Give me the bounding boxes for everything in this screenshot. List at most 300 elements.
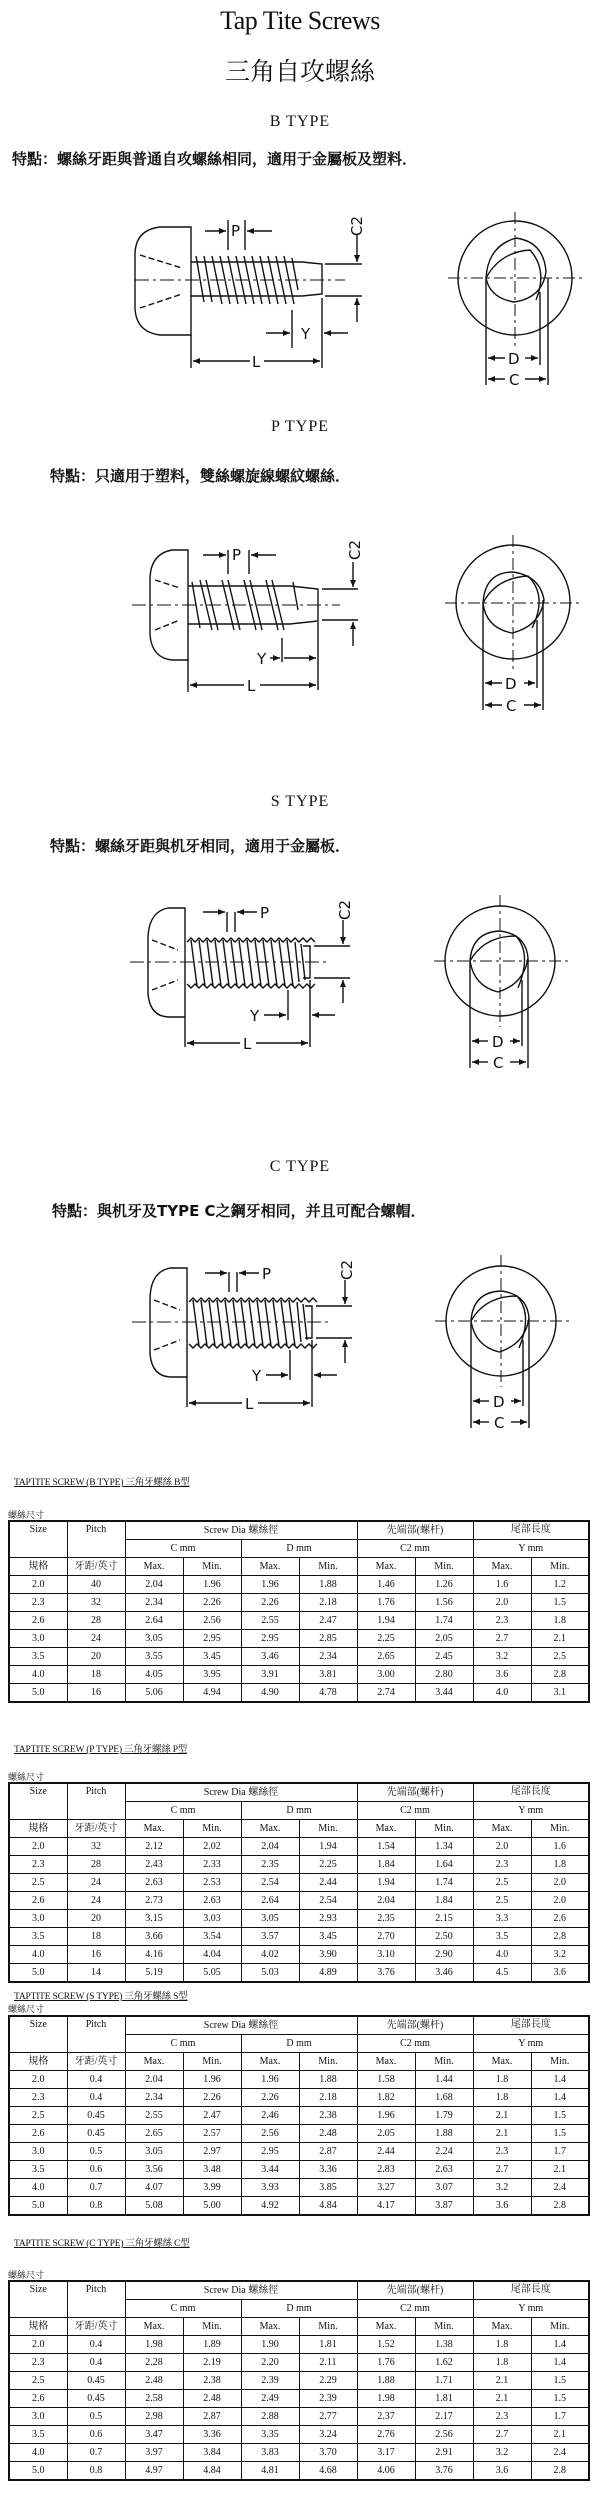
table-cell: 2.35 bbox=[357, 1910, 415, 1928]
table-cell: 5.0 bbox=[9, 1964, 67, 1983]
table-cell: 1.76 bbox=[357, 1594, 415, 1612]
header-screw-dia: Screw Dia 螺絲徑 bbox=[125, 2016, 357, 2035]
table-cell: 2.43 bbox=[125, 1856, 183, 1874]
table-cell: 1.74 bbox=[415, 1874, 473, 1892]
table-row bbox=[9, 2197, 589, 2216]
table-cell: 2.1 bbox=[473, 2372, 531, 2390]
table-cell: 2.87 bbox=[299, 2143, 357, 2161]
table-cell: 3.93 bbox=[241, 2179, 299, 2197]
table-cell: 4.81 bbox=[241, 2462, 299, 2481]
table-cell: 2.18 bbox=[299, 1594, 357, 1612]
table-row bbox=[9, 2071, 589, 2089]
table-cell: 1.81 bbox=[299, 2336, 357, 2354]
table-cell: 2.34 bbox=[299, 1648, 357, 1666]
table-label-b-type: 螺絲尺寸 bbox=[8, 1511, 45, 1521]
table-cell: 1.54 bbox=[357, 1838, 415, 1856]
header-max: Max. bbox=[473, 1820, 531, 1838]
table-cell: 3.1 bbox=[531, 1684, 589, 1703]
table-cell: 2.63 bbox=[415, 2161, 473, 2179]
header-size: Size bbox=[9, 2281, 67, 2318]
table-cell: 2.5 bbox=[531, 1648, 589, 1666]
table-cell: 3.83 bbox=[241, 2444, 299, 2462]
table-cell: 2.04 bbox=[241, 1838, 299, 1856]
table-cell: 2.12 bbox=[125, 1838, 183, 1856]
table-cell: 2.5 bbox=[9, 1874, 67, 1892]
table-cell: 0.4 bbox=[67, 2071, 125, 2089]
table-cell: 2.97 bbox=[183, 2143, 241, 2161]
table-cell: 1.96 bbox=[241, 2071, 299, 2089]
dim-label-c: C bbox=[506, 697, 517, 715]
table-cell: 4.04 bbox=[183, 1946, 241, 1964]
header-size-zh: 規格 bbox=[9, 1558, 67, 1576]
table-cell: 2.7 bbox=[473, 1630, 531, 1648]
table-row bbox=[9, 2462, 589, 2481]
table-cell: 0.45 bbox=[67, 2107, 125, 2125]
table-row bbox=[9, 1856, 589, 1874]
table-cell: 0.6 bbox=[67, 2161, 125, 2179]
table-row bbox=[9, 2107, 589, 2125]
table-cell: 2.48 bbox=[125, 2372, 183, 2390]
table-cell: 1.56 bbox=[415, 1594, 473, 1612]
table-row bbox=[9, 2372, 589, 2390]
table-cell: 1.8 bbox=[531, 1612, 589, 1630]
table-cell: 2.26 bbox=[241, 2089, 299, 2107]
table-cell: 1.79 bbox=[415, 2107, 473, 2125]
table-cell: 2.1 bbox=[531, 1630, 589, 1648]
table-cell: 4.06 bbox=[357, 2462, 415, 2481]
header-max: Max. bbox=[241, 2318, 299, 2336]
table-cell: 2.5 bbox=[9, 2372, 67, 2390]
table-cell: 1.84 bbox=[415, 1892, 473, 1910]
dim-label-d: D bbox=[492, 1033, 504, 1051]
table-cell: 2.49 bbox=[241, 2390, 299, 2408]
table-cell: 3.0 bbox=[9, 2143, 67, 2161]
table-row bbox=[9, 1594, 589, 1612]
table-cell: 3.3 bbox=[473, 1910, 531, 1928]
table-cell: 2.64 bbox=[241, 1892, 299, 1910]
table-cell: 2.76 bbox=[357, 2426, 415, 2444]
table-cell: 4.05 bbox=[125, 1666, 183, 1684]
table-cell: 2.37 bbox=[357, 2408, 415, 2426]
table-cell: 2.0 bbox=[9, 1838, 67, 1856]
table-cell: 1.88 bbox=[415, 2125, 473, 2143]
header-row-1 bbox=[9, 1521, 589, 1540]
table-cell: 4.17 bbox=[357, 2197, 415, 2216]
table-cell: 1.84 bbox=[357, 1856, 415, 1874]
table-cell: 2.0 bbox=[531, 1874, 589, 1892]
header-d-mm: D mm bbox=[241, 1802, 357, 1820]
table-cell: 2.3 bbox=[473, 1612, 531, 1630]
header-tail: 尾部長度 bbox=[473, 1783, 589, 1802]
header-screw-dia: Screw Dia 螺絲徑 bbox=[125, 1521, 357, 1540]
table-cell: 0.45 bbox=[67, 2372, 125, 2390]
table-cell: 3.76 bbox=[357, 1964, 415, 1983]
table-cell: 2.80 bbox=[415, 1666, 473, 1684]
table-cell: 3.76 bbox=[415, 2462, 473, 2481]
table-cell: 3.2 bbox=[531, 1946, 589, 1964]
table-cell: 2.04 bbox=[357, 1892, 415, 1910]
table-cell: 5.19 bbox=[125, 1964, 183, 1983]
table-cell: 2.25 bbox=[357, 1630, 415, 1648]
table-cell: 1.89 bbox=[183, 2336, 241, 2354]
table-cell: 2.93 bbox=[299, 1910, 357, 1928]
header-min: Min. bbox=[299, 1820, 357, 1838]
table-label-p-type: 螺絲尺寸 bbox=[8, 1773, 45, 1783]
table-cell: 3.56 bbox=[125, 2161, 183, 2179]
table-row bbox=[9, 1874, 589, 1892]
table-cell: 2.4 bbox=[531, 2179, 589, 2197]
header-min: Min. bbox=[415, 2053, 473, 2071]
table-cell: 2.04 bbox=[125, 1576, 183, 1594]
table-label-c-type: 螺絲尺寸 bbox=[8, 2271, 45, 2281]
table-cell: 1.5 bbox=[531, 2372, 589, 2390]
page-subtitle-zh: 三角自攻螺絲 bbox=[224, 57, 375, 86]
table-cell: 2.54 bbox=[241, 1874, 299, 1892]
table-cell: 3.6 bbox=[473, 2462, 531, 2481]
header-min: Min. bbox=[531, 1558, 589, 1576]
table-row bbox=[9, 2390, 589, 2408]
spec-table-p-type bbox=[8, 1782, 590, 1983]
table-cell: 3.99 bbox=[183, 2179, 241, 2197]
header-tip: 先端部(螺杆) bbox=[357, 1783, 473, 1802]
table-cell: 2.47 bbox=[183, 2107, 241, 2125]
table-cell: 2.87 bbox=[183, 2408, 241, 2426]
header-max: Max. bbox=[241, 1820, 299, 1838]
table-cell: 4.78 bbox=[299, 1684, 357, 1703]
table-cell: 2.35 bbox=[241, 1856, 299, 1874]
table-cell: 1.8 bbox=[473, 2354, 531, 2372]
table-cell: 2.6 bbox=[9, 1892, 67, 1910]
table-cell: 1.96 bbox=[183, 2071, 241, 2089]
header-row-1 bbox=[9, 1783, 589, 1802]
table-cell: 2.70 bbox=[357, 1928, 415, 1946]
header-pitch: Pitch bbox=[67, 1783, 125, 1820]
table-cell: 0.7 bbox=[67, 2444, 125, 2462]
page-title: Tap Tite Screws bbox=[220, 6, 380, 35]
header-size: Size bbox=[9, 1521, 67, 1558]
table-cell: 3.10 bbox=[357, 1946, 415, 1964]
table-cell: 2.8 bbox=[531, 1666, 589, 1684]
table-cell: 2.98 bbox=[125, 2408, 183, 2426]
table-cell: 1.96 bbox=[183, 1576, 241, 1594]
table-cell: 2.0 bbox=[473, 1594, 531, 1612]
table-cell: 2.7 bbox=[473, 2161, 531, 2179]
table-cell: 1.5 bbox=[531, 2390, 589, 2408]
dim-label-c: C bbox=[494, 1414, 505, 1432]
table-cell: 1.6 bbox=[473, 1576, 531, 1594]
section-heading-c-type: C TYPE bbox=[269, 1158, 331, 1175]
header-max: Max. bbox=[473, 2318, 531, 2336]
dim-label-y: Y bbox=[257, 650, 267, 668]
dim-label-p: P bbox=[231, 222, 241, 240]
table-cell: 2.56 bbox=[241, 2125, 299, 2143]
table-cell: 3.17 bbox=[357, 2444, 415, 2462]
table-cell: 2.6 bbox=[531, 1910, 589, 1928]
table-cell: 2.26 bbox=[183, 1594, 241, 1612]
table-cell: 1.52 bbox=[357, 2336, 415, 2354]
table-cell: 0.5 bbox=[67, 2408, 125, 2426]
table-row bbox=[9, 1576, 589, 1594]
table-cell: 2.11 bbox=[299, 2354, 357, 2372]
table-cell: 2.95 bbox=[241, 1630, 299, 1648]
table-cell: 14 bbox=[67, 1964, 125, 1983]
table-cell: 2.95 bbox=[241, 2143, 299, 2161]
table-cell: 4.0 bbox=[9, 1666, 67, 1684]
table-cell: 5.0 bbox=[9, 1684, 67, 1703]
table-cell: 2.24 bbox=[415, 2143, 473, 2161]
table-row bbox=[9, 2336, 589, 2354]
table-cell: 3.6 bbox=[531, 1964, 589, 1983]
table-cell: 2.45 bbox=[415, 1648, 473, 1666]
table-cell: 2.02 bbox=[183, 1838, 241, 1856]
header-size: Size bbox=[9, 2016, 67, 2053]
table-cell: 2.05 bbox=[357, 2125, 415, 2143]
header-max: Max. bbox=[357, 2053, 415, 2071]
table-cell: 18 bbox=[67, 1928, 125, 1946]
header-min: Min. bbox=[183, 1558, 241, 1576]
table-cell: 2.73 bbox=[125, 1892, 183, 1910]
table-cell: 3.55 bbox=[125, 1648, 183, 1666]
header-max: Max. bbox=[125, 1558, 183, 1576]
table-cell: 2.47 bbox=[299, 1612, 357, 1630]
table-cell: 2.1 bbox=[473, 2125, 531, 2143]
table-cell: 20 bbox=[67, 1910, 125, 1928]
table-cell: 2.20 bbox=[241, 2354, 299, 2372]
table-cell: 4.84 bbox=[183, 2462, 241, 2481]
table-cell: 1.82 bbox=[357, 2089, 415, 2107]
table-cell: 4.07 bbox=[125, 2179, 183, 2197]
header-y-mm: Y mm bbox=[473, 1802, 589, 1820]
table-cell: 1.98 bbox=[125, 2336, 183, 2354]
table-cell: 0.4 bbox=[67, 2354, 125, 2372]
header-row-3 bbox=[9, 2318, 589, 2336]
table-cell: 1.71 bbox=[415, 2372, 473, 2390]
table-cell: 2.4 bbox=[531, 2444, 589, 2462]
table-cell: 1.2 bbox=[531, 1576, 589, 1594]
header-row-1 bbox=[9, 2016, 589, 2035]
table-cell: 3.87 bbox=[415, 2197, 473, 2216]
dim-label-c2: C2 bbox=[338, 1259, 356, 1280]
table-cell: 1.58 bbox=[357, 2071, 415, 2089]
header-max: Max. bbox=[473, 2053, 531, 2071]
table-cell: 3.35 bbox=[241, 2426, 299, 2444]
table-cell: 1.26 bbox=[415, 1576, 473, 1594]
header-size-zh: 規格 bbox=[9, 1820, 67, 1838]
section-heading-p-type: P TYPE bbox=[270, 418, 329, 435]
table-cell: 3.27 bbox=[357, 2179, 415, 2197]
table-cell: 5.00 bbox=[183, 2197, 241, 2216]
table-cell: 1.94 bbox=[357, 1874, 415, 1892]
table-cell: 24 bbox=[67, 1630, 125, 1648]
header-max: Max. bbox=[125, 2318, 183, 2336]
table-cell: 0.5 bbox=[67, 2143, 125, 2161]
table-cell: 2.5 bbox=[473, 1892, 531, 1910]
table-cell: 2.29 bbox=[299, 2372, 357, 2390]
table-caption-s-type: TAPTITE SCREW (S TYPE) 三角牙螺絲 S型 bbox=[14, 1992, 188, 2002]
table-cell: 2.65 bbox=[357, 1648, 415, 1666]
header-row-3 bbox=[9, 1820, 589, 1838]
table-cell: 1.7 bbox=[531, 2408, 589, 2426]
dim-label-d: D bbox=[508, 350, 520, 368]
table-cell: 2.54 bbox=[299, 1892, 357, 1910]
feature-text-s-type: 特點：螺絲牙距與机牙相同，適用于金屬板． bbox=[50, 837, 351, 855]
header-min: Min. bbox=[531, 2053, 589, 2071]
header-size-zh: 規格 bbox=[9, 2318, 67, 2336]
header-pitch: Pitch bbox=[67, 2281, 125, 2318]
table-cell: 16 bbox=[67, 1946, 125, 1964]
table-cell: 1.46 bbox=[357, 1576, 415, 1594]
table-cell: 3.0 bbox=[9, 1630, 67, 1648]
table-cell: 2.04 bbox=[125, 2071, 183, 2089]
dim-label-c: C bbox=[493, 1054, 504, 1072]
header-min: Min. bbox=[183, 2318, 241, 2336]
table-cell: 0.7 bbox=[67, 2179, 125, 2197]
table-cell: 1.44 bbox=[415, 2071, 473, 2089]
table-cell: 2.17 bbox=[415, 2408, 473, 2426]
table-cell: 28 bbox=[67, 1856, 125, 1874]
header-y-mm: Y mm bbox=[473, 1540, 589, 1558]
table-cell: 4.92 bbox=[241, 2197, 299, 2216]
header-max: Max. bbox=[241, 2053, 299, 2071]
header-min: Min. bbox=[183, 1820, 241, 1838]
table-cell: 2.26 bbox=[241, 1594, 299, 1612]
header-min: Min. bbox=[299, 2318, 357, 2336]
table-cell: 3.03 bbox=[183, 1910, 241, 1928]
table-cell: 1.5 bbox=[531, 1594, 589, 1612]
table-cell: 2.88 bbox=[241, 2408, 299, 2426]
dim-label-d: D bbox=[505, 675, 517, 693]
table-cell: 2.8 bbox=[531, 1928, 589, 1946]
header-screw-dia: Screw Dia 螺絲徑 bbox=[125, 1783, 357, 1802]
header-min: Min. bbox=[415, 1820, 473, 1838]
table-cell: 2.55 bbox=[241, 1612, 299, 1630]
table-cell: 3.81 bbox=[299, 1666, 357, 1684]
feature-text-p-type: 特點：只適用于塑料，雙絲螺旋線螺紋螺絲． bbox=[50, 467, 351, 485]
dim-label-p: P bbox=[262, 1265, 272, 1283]
header-pitch-zh: 牙距/英寸 bbox=[67, 2053, 125, 2071]
header-pitch: Pitch bbox=[67, 1521, 125, 1558]
dim-label-c2: C2 bbox=[346, 539, 364, 560]
table-cell: 3.48 bbox=[183, 2161, 241, 2179]
table-cell: 4.0 bbox=[9, 1946, 67, 1964]
header-c-mm: C mm bbox=[125, 2035, 241, 2053]
header-max: Max. bbox=[125, 2053, 183, 2071]
table-cell: 2.90 bbox=[415, 1946, 473, 1964]
table-cell: 0.8 bbox=[67, 2462, 125, 2481]
table-cell: 28 bbox=[67, 1612, 125, 1630]
table-cell: 2.26 bbox=[183, 2089, 241, 2107]
table-cell: 4.94 bbox=[183, 1684, 241, 1703]
table-cell: 2.28 bbox=[125, 2354, 183, 2372]
table-cell: 4.02 bbox=[241, 1946, 299, 1964]
table-cell: 2.0 bbox=[9, 2071, 67, 2089]
table-cell: 2.39 bbox=[299, 2390, 357, 2408]
table-cell: 1.90 bbox=[241, 2336, 299, 2354]
table-cell: 1.8 bbox=[531, 1856, 589, 1874]
table-cell: 1.88 bbox=[299, 2071, 357, 2089]
table-cell: 2.57 bbox=[183, 2125, 241, 2143]
table-row bbox=[9, 1630, 589, 1648]
table-cell: 1.96 bbox=[241, 1576, 299, 1594]
table-cell: 3.44 bbox=[241, 2161, 299, 2179]
table-row bbox=[9, 2161, 589, 2179]
header-row-3 bbox=[9, 1558, 589, 1576]
table-cell: 2.91 bbox=[415, 2444, 473, 2462]
table-cell: 1.64 bbox=[415, 1856, 473, 1874]
table-caption-c-type: TAPTITE SCREW (C TYPE) 三角牙螺絲 C型 bbox=[14, 2239, 190, 2249]
table-cell: 1.62 bbox=[415, 2354, 473, 2372]
table-cell: 1.96 bbox=[357, 2107, 415, 2125]
table-cell: 2.3 bbox=[473, 1856, 531, 1874]
table-row bbox=[9, 1928, 589, 1946]
table-cell: 2.74 bbox=[357, 1684, 415, 1703]
table-label-s-type: 螺絲尺寸 bbox=[8, 2005, 45, 2015]
table-cell: 1.81 bbox=[415, 2390, 473, 2408]
table-row bbox=[9, 2089, 589, 2107]
table-cell: 2.1 bbox=[473, 2390, 531, 2408]
table-cell: 0.8 bbox=[67, 2197, 125, 2216]
table-cell: 5.06 bbox=[125, 1684, 183, 1703]
table-cell: 5.03 bbox=[241, 1964, 299, 1983]
table-cell: 4.0 bbox=[473, 1946, 531, 1964]
table-cell: 3.36 bbox=[299, 2161, 357, 2179]
table-cell: 2.3 bbox=[473, 2408, 531, 2426]
table-cell: 3.54 bbox=[183, 1928, 241, 1946]
header-c2-mm: C2 mm bbox=[357, 1802, 473, 1820]
table-cell: 2.6 bbox=[9, 2125, 67, 2143]
dim-label-l: L bbox=[247, 677, 256, 695]
b-type-diagram bbox=[0, 180, 600, 410]
table-cell: 1.38 bbox=[415, 2336, 473, 2354]
table-row bbox=[9, 2426, 589, 2444]
table-cell: 4.84 bbox=[299, 2197, 357, 2216]
table-cell: 2.19 bbox=[183, 2354, 241, 2372]
header-max: Max. bbox=[473, 1558, 531, 1576]
table-cell: 1.5 bbox=[531, 2107, 589, 2125]
dim-label-p: P bbox=[232, 546, 242, 564]
table-cell: 2.38 bbox=[299, 2107, 357, 2125]
dim-label-l: L bbox=[252, 353, 261, 371]
table-row bbox=[9, 1892, 589, 1910]
table-cell: 1.7 bbox=[531, 2143, 589, 2161]
dim-label-y: Y bbox=[301, 325, 311, 343]
header-c-mm: C mm bbox=[125, 1802, 241, 1820]
header-y-mm: Y mm bbox=[473, 2300, 589, 2318]
table-cell: 1.6 bbox=[531, 1838, 589, 1856]
table-row bbox=[9, 2444, 589, 2462]
table-cell: 2.56 bbox=[415, 2426, 473, 2444]
table-cell: 2.25 bbox=[299, 1856, 357, 1874]
table-cell: 3.24 bbox=[299, 2426, 357, 2444]
table-cell: 2.1 bbox=[531, 2161, 589, 2179]
table-cell: 2.34 bbox=[125, 1594, 183, 1612]
table-cell: 3.45 bbox=[183, 1648, 241, 1666]
table-cell: 3.57 bbox=[241, 1928, 299, 1946]
table-cell: 1.98 bbox=[357, 2390, 415, 2408]
table-cell: 2.53 bbox=[183, 1874, 241, 1892]
table-cell: 2.3 bbox=[9, 2089, 67, 2107]
header-c-mm: C mm bbox=[125, 1540, 241, 1558]
table-cell: 3.85 bbox=[299, 2179, 357, 2197]
table-cell: 2.0 bbox=[473, 1838, 531, 1856]
table-cell: 2.8 bbox=[531, 2197, 589, 2216]
table-cell: 2.1 bbox=[473, 2107, 531, 2125]
header-c2-mm: C2 mm bbox=[357, 1540, 473, 1558]
table-row bbox=[9, 1684, 589, 1703]
table-cell: 3.07 bbox=[415, 2179, 473, 2197]
table-cell: 2.64 bbox=[125, 1612, 183, 1630]
table-cell: 2.3 bbox=[9, 1856, 67, 1874]
